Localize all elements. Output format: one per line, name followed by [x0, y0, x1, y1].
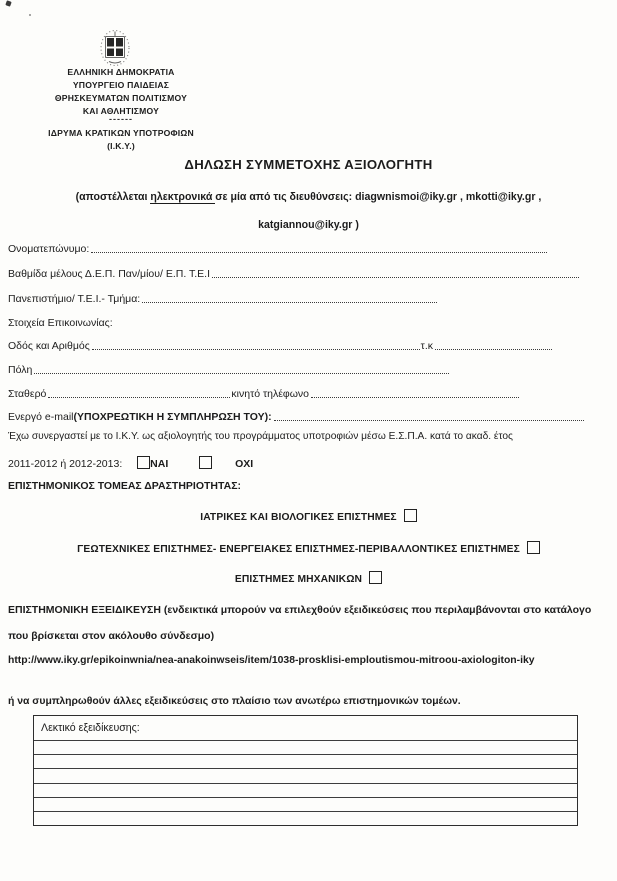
- submission-note-underlined: ηλεκτρονικά: [150, 191, 216, 203]
- landline-field[interactable]: [48, 393, 230, 398]
- city-field[interactable]: [34, 369, 449, 374]
- collaboration-statement: Έχω συνεργαστεί με το Ι.Κ.Υ. ως αξιολογητής του προγράμματος υποτροφιών μέσω Ε.Σ.Π.Α. κατά το ακαδ. έτος: [8, 431, 513, 442]
- table-empty-row[interactable]: [34, 768, 577, 782]
- collaboration-years-label: 2011-2012 ή 2012-2013:: [8, 458, 123, 470]
- sector-option-label: ΙΑΤΡΙΚΕΣ ΚΑΙ ΒΙΟΛΟΓΙΚΕΣ ΕΠΙΣΤΗΜΕΣ: [200, 512, 397, 523]
- table-empty-row[interactable]: [34, 811, 577, 825]
- sector-section-heading: ΕΠΙΣΤΗΜΟΝΙΚΟΣ ΤΟΜΕΑΣ ΔΡΑΣΤΗΡΙΟΤΗΤΑΣ:: [8, 480, 242, 492]
- scan-artifact: [5, 0, 11, 6]
- sector-option-medical: [0, 509, 617, 523]
- university-field[interactable]: [142, 298, 437, 303]
- table-empty-row[interactable]: [34, 754, 577, 768]
- email-field[interactable]: [274, 416, 584, 421]
- submission-note-emails: σε μία από τις διευθύνσεις: diagwnismoi@iky.gr , mkotti@iky.gr ,: [215, 191, 542, 203]
- sector-medical-checkbox[interactable]: [404, 509, 417, 522]
- city-label: Πόλη: [8, 364, 33, 376]
- institute-name: ΙΔΡΥΜΑ ΚΡΑΤΙΚΩΝ ΥΠΟΤΡΟΦΙΩΝ: [48, 128, 194, 138]
- no-checkbox[interactable]: [199, 456, 212, 469]
- sector-option-label: ΕΠΙΣΤΗΜΕΣ ΜΗΧΑΝΙΚΩΝ: [234, 574, 363, 585]
- rank-field[interactable]: [212, 273, 579, 278]
- submission-note-pre: (αποστέλλεται: [75, 191, 151, 203]
- institute-header: [10, 127, 232, 153]
- specialization-url-link[interactable]: http://www.iky.gr/epikoinwnia/nea-anakoinwseis/item/1038-prosklisi-emploutismou-mitroou-axiologiton-iky: [8, 655, 535, 666]
- table-empty-row[interactable]: [34, 783, 577, 797]
- landline-label: Σταθερό: [8, 388, 47, 400]
- table-header-row: [34, 716, 577, 740]
- sector-option-label: ΓΕΩΤΕΧΝΙΚΕΣ ΕΠΙΣΤΗΜΕΣ- ΕΝΕΡΓΕΙΑΚΕΣ ΕΠΙΣΤΗΜΕΣ-ΠΕΡΙΒΑΛΛΟΝΤΙΚΕΣ ΕΠΙΣΤΗΜΕΣ: [77, 544, 520, 555]
- fullname-label: Ονοματεπώνυμο:: [8, 243, 90, 255]
- greek-coat-of-arms-icon: [97, 28, 133, 68]
- email-label: Ενεργό e-mail: [8, 411, 74, 423]
- email-required-label: (ΥΠΟΧΡΕΩΤΙΚΗ Η ΣΥΜΠΛΗΡΩΣΗ ΤΟΥ):: [73, 411, 272, 423]
- submission-note-line2: katgiannou@iky.gr ): [258, 219, 359, 231]
- sector-option-geotechnical: [0, 541, 617, 555]
- sector-engineering-checkbox[interactable]: [369, 571, 382, 584]
- contact-section-heading: Στοιχεία Επικοινωνίας:: [8, 317, 113, 329]
- ministry-header: [10, 66, 232, 118]
- street-field[interactable]: [92, 345, 420, 350]
- institute-abbreviation: (Ι.Κ.Υ.): [107, 141, 135, 151]
- no-label: ΟΧΙ: [235, 458, 254, 470]
- fullname-field[interactable]: [91, 248, 547, 253]
- postcode-label: τ.κ: [420, 340, 433, 352]
- specialization-heading: ΕΠΙΣΤΗΜΟΝΙΚΗ ΕΞΕΙΔΙΚΕΥΣΗ (ενδεικτικά μπορούν να επιλεχθούν εξειδικεύσεις που περιλαμβάνονται στο κατάλογο που βρίσκεται στον ακόλουθο σύνδεσμο): [8, 604, 592, 642]
- page-title: ΔΗΛΩΣΗ ΣΥΜΜΕΤΟΧΗΣ ΑΞΙΟΛΟΓΗΤΗ: [184, 157, 433, 172]
- specialization-table: [33, 715, 578, 826]
- header-line: ΕΛΛΗΝΙΚΗ ΔΗΜΟΚΡΑΤΙΑ: [67, 67, 175, 77]
- table-empty-row[interactable]: [34, 740, 577, 754]
- header-line: ΚΑΙ ΑΘΛΗΤΙΣΜΟΥ: [82, 106, 160, 116]
- header-divider: ------: [109, 114, 133, 124]
- header-line: ΥΠΟΥΡΓΕΙΟ ΠΑΙΔΕΙΑΣ: [72, 80, 170, 90]
- submission-note: [0, 191, 617, 203]
- sector-option-engineering: [0, 571, 617, 585]
- table-header-label: Λεκτικό εξειδίκευσης:: [41, 722, 140, 734]
- street-label: Οδός και Αριθμός: [8, 340, 90, 352]
- table-empty-row[interactable]: [34, 797, 577, 811]
- specialization-note: ή να συμπληρωθούν άλλες εξειδικεύσεις στο πλαίσιο των ανωτέρω επιστημονικών τομέων.: [8, 696, 461, 707]
- mobile-field[interactable]: [311, 393, 519, 398]
- mobile-label: κινητό τηλέφωνο: [231, 388, 309, 400]
- yes-checkbox[interactable]: [137, 456, 150, 469]
- yes-label: ΝΑΙ: [150, 458, 169, 470]
- sector-geotechnical-checkbox[interactable]: [527, 541, 540, 554]
- header-line: ΘΡΗΣΚΕΥΜΑΤΩΝ ΠΟΛΙΤΙΣΜΟΥ: [54, 93, 188, 103]
- rank-label: Βαθμίδα μέλους Δ.Ε.Π. Παν/μίου/ Ε.Π. Τ.Ε.Ι: [8, 268, 210, 280]
- postcode-field[interactable]: [435, 345, 552, 350]
- scan-artifact: [29, 14, 31, 16]
- university-label: Πανεπιστήμιο/ Τ.Ε.Ι.- Τμήμα:: [8, 293, 141, 305]
